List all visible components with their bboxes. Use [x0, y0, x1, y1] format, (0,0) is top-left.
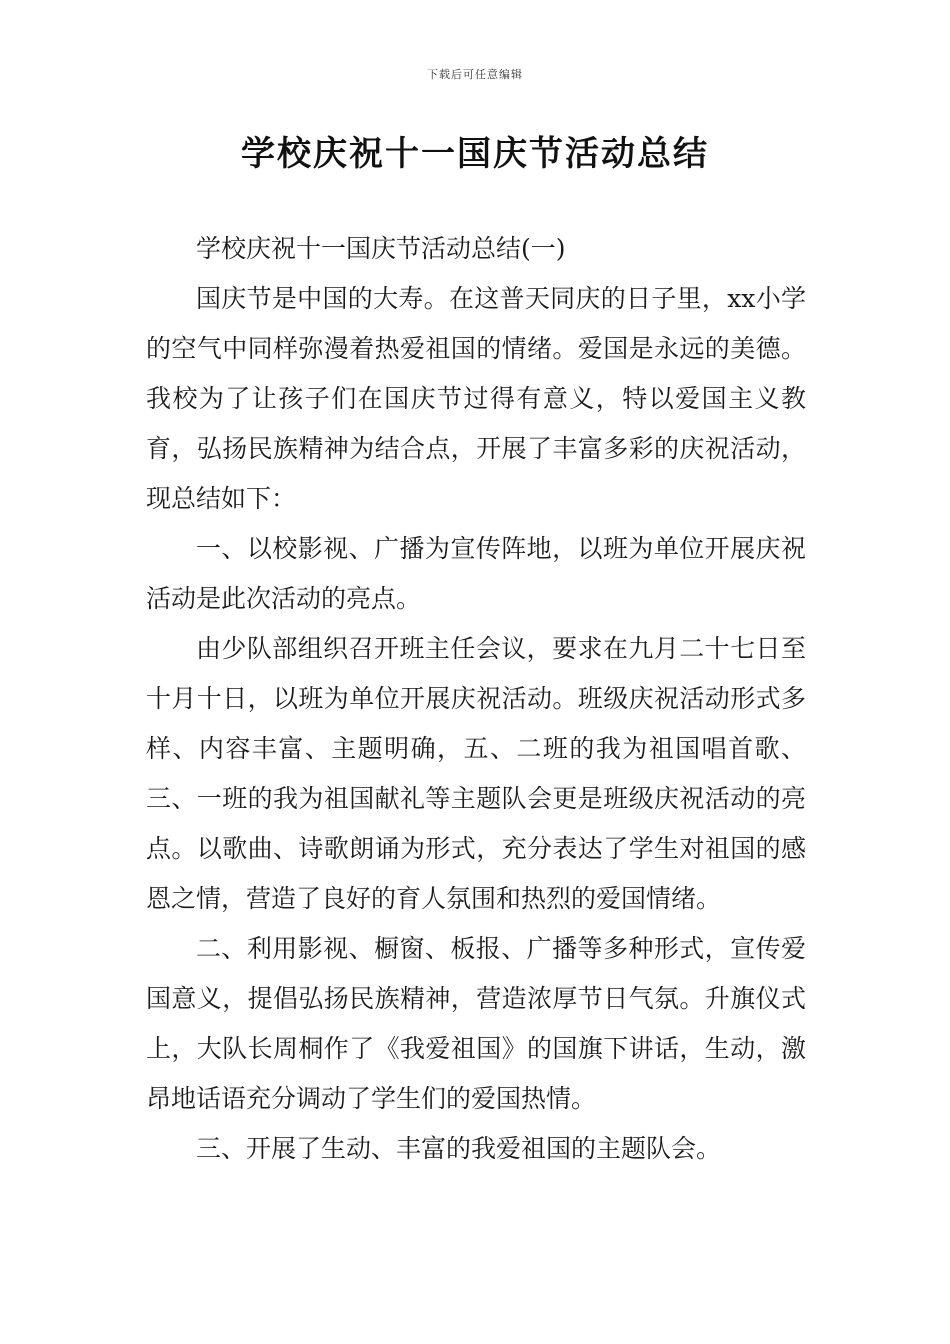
- paragraph: 三、开展了生动、丰富的我爱祖国的主题队会。: [196, 1134, 722, 1163]
- header-note: 下载后可任意编辑: [427, 68, 523, 81]
- document-title: 学校庆祝十一国庆节活动总结: [241, 134, 709, 174]
- paragraph: 一、以校影视、广播为宣传阵地，以班为单位开展庆祝活动是此次活动的亮点。: [146, 534, 806, 613]
- paragraph: 由少队部组织召开班主任会议，要求在九月二十七日至十月十日，以班为单位开展庆祝活动。班级庆祝活动形式多样、内容丰富、主题明确，五、二班的我为祖国唱首歌、三、一班的我为祖国献礼等主题队会更是班级庆祝活动的亮点。以歌曲、诗歌朗诵为形式，充分表达了学生对祖国的感恩之情，营造了良好的育人氛围和热烈的爱国情绪。: [146, 634, 806, 913]
- document-body: [146, 224, 806, 1174]
- paragraph: 二、利用影视、橱窗、板报、广播等多种形式，宣传爱国意义，提倡弘扬民族精神，营造浓厚节日气氛。升旗仪式上，大队长周桐作了《我爱祖国》的国旗下讲话，生动，激昂地话语充分调动了学生们的爱国热情。: [146, 934, 806, 1113]
- paragraph: 国庆节是中国的大寿。在这普天同庆的日子里，xx小学的空气中同样弥漫着热爱祖国的情绪。爱国是永远的美德。我校为了让孩子们在国庆节过得有意义，特以爱国主义教育，弘扬民族精神为结合点，开展了丰富多彩的庆祝活动，现总结如下：: [146, 284, 806, 513]
- section-heading: 学校庆祝十一国庆节活动总结(一): [196, 234, 566, 263]
